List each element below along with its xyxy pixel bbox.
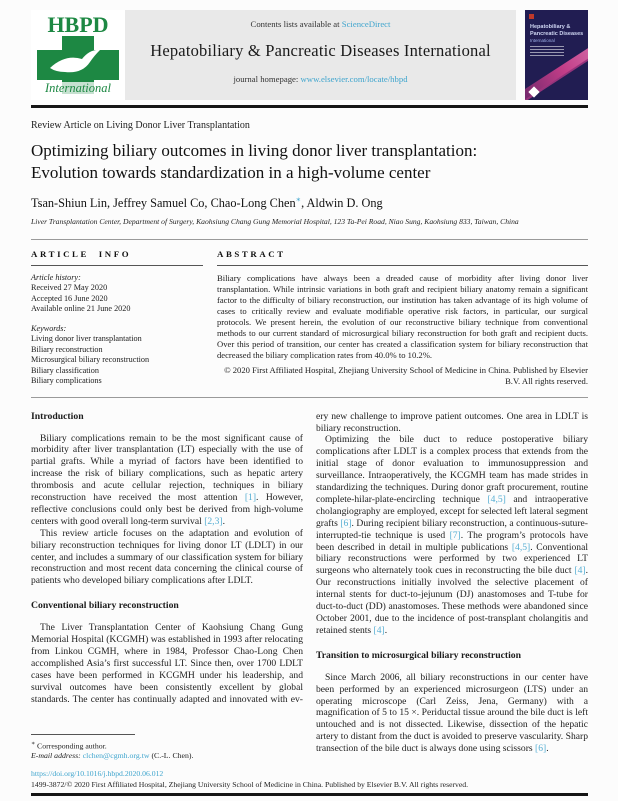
citation-link[interactable]: [4,5]	[487, 493, 506, 505]
transition-heading: Transition to microsurgical biliary reconstruction	[316, 649, 522, 661]
conventional-paragraph-1: The Liver Transplantation Center of Kaohsiung Chang Gung Memorial Hospital (KCGMH) was established in 1993 after relocating from Linkou CGMH, where in 1984, Professor Chao-Long Chen accomplished Asia’s first successful LT. Since then, over 1700 LDLT cases have been performed in KCGMH under his leadership, and survival outcomes have been consistently excellent by global standards. The center has continually adapted and innovated with ev-	[31, 622, 303, 705]
cover-text-lines	[530, 46, 564, 58]
keyword: Biliary reconstruction	[31, 344, 103, 354]
email-suffix: (C.-L. Chen).	[151, 751, 194, 761]
article-info-column	[31, 249, 203, 387]
cover-title-line3: International	[530, 38, 555, 43]
doi-link[interactable]: https://doi.org/10.1016/j.hbpd.2020.06.012	[31, 769, 164, 779]
abstract-heading: ABSTRACT	[217, 249, 588, 266]
footnote-asterisk: ∗	[31, 740, 36, 747]
copyright-line1: © 2020 First Affiliated Hospital, Zhejiang University School of Medicine in China. Published by Elsevier	[224, 364, 588, 375]
journal-cover-thumbnail[interactable]	[525, 10, 588, 100]
abstract-column	[217, 249, 588, 387]
citation-link[interactable]: [4]	[373, 624, 385, 636]
article-title-line2: Evolution towards standardization in a high-volume center	[31, 162, 431, 182]
bottom-rule	[31, 793, 588, 796]
svg-text:HBPD: HBPD	[47, 12, 109, 37]
footnote-rule	[31, 734, 135, 735]
cover-title	[530, 24, 583, 45]
article-title	[31, 140, 588, 184]
intro-paragraph-1: Biliary complications remain to be the most significant cause of morbidity after liver transplantation (LT) especially with the use of partial grafts. While a myriad of factors have been identified to increase the risk of biliary complications, such as hepatic artery thrombosis and acute cellular rejection, techniques in biliary reconstruction have received the most attention [1]. However, reflective conclusions could only best be derived from high-volume centers with good overall long-term survival [2,3].	[31, 432, 303, 527]
homepage-line	[125, 74, 516, 84]
history-accepted: Accepted 16 June 2020	[31, 293, 108, 303]
journal-title: Hepatobiliary & Pancreatic Diseases International	[150, 41, 491, 60]
sciencedirect-link[interactable]: ScienceDirect	[341, 19, 391, 29]
corresponding-text: Corresponding author.	[37, 741, 107, 751]
email-label: E-mail address:	[31, 751, 81, 761]
author-list	[31, 195, 588, 211]
history-online: Available online 21 June 2020	[31, 304, 131, 314]
right-column	[316, 411, 588, 762]
conventional-heading: Conventional biliary reconstruction	[31, 600, 179, 612]
citation-link[interactable]: [7]	[449, 529, 461, 541]
journal-banner	[125, 10, 516, 100]
optimizing-paragraph: Optimizing the bile duct to reduce postoperative biliary complications after LDLT is a complex process that extends from the initial stage of donor evaluation to immunosuppression and surveillance. Intraoperatively, the KCGMH team has made strides in standardizing the techniques. During donor graft procurement, routine complete-hilar-plate-encircling technique [4,5] and intraoperative cholangiography are employed, except for selected left lateral segment grafts [6]. During recipient biliary reconstruction, a continuous-suture-interrupted-tie technique is used [7]. The program’s protocols have been described in detail in multiple publications [4,5]. Conventional biliary reconstructions were performed by two experienced LT surgeons who alternately took cues in reconstructing the bile duct [4]. Our reconstructions initially involved the selective placement of internal stents for duct-to-jejunum (DJ) anastomoses and T-tube for duct-to-duct (DD) anastomoses. These methods were abandoned since October 2001, due to the incidence of post-transplant cholangitis and retained stents [4].	[316, 434, 589, 636]
keyword: Living donor liver transplantation	[31, 334, 142, 344]
header-divider	[31, 105, 588, 108]
affiliation: Liver Transplantation Center, Department of Surgery, Kaohsiung Chang Gung Memorial Hospital, 123 Ta-Pei Road, Niao Sung, Kaohsiung 833, Taiwan, China	[31, 216, 519, 226]
continuation-paragraph: ery new challenge to improve patient outcomes. One area in LDLT is biliary reconstruction.	[316, 410, 588, 434]
citation-link[interactable]: [6]	[535, 743, 547, 755]
corresponding-author-mark[interactable]: ∗	[295, 194, 302, 204]
cover-title-line2: Pancreatic Diseases	[530, 30, 584, 37]
citation-link[interactable]: [1]	[244, 492, 257, 504]
citation-link[interactable]: [2,3]	[204, 515, 223, 527]
corresponding-author-note	[31, 739, 303, 752]
citation-link[interactable]: [4,5]	[511, 541, 531, 553]
hbpd-logo-icon	[32, 12, 124, 98]
keyword: Biliary complications	[31, 376, 102, 386]
homepage-link[interactable]: www.elsevier.com/locate/hbpd	[300, 74, 408, 84]
keyword: Microsurgical biliary reconstruction	[31, 355, 150, 365]
email-link[interactable]: clchen@cgmh.org.tw	[82, 751, 150, 761]
citation-link[interactable]: [4]	[574, 565, 586, 577]
introduction-heading: Introduction	[31, 410, 84, 422]
issn-copyright-line: 1499-3872/© 2020 First Affiliated Hospital, Zhejiang University School of Medicine in China. Published by Elsevier B.V. All rights reserved.	[31, 779, 469, 789]
page-footer	[31, 769, 588, 790]
contents-line	[125, 19, 516, 29]
cover-title-line1: Hepatobiliary &	[530, 24, 571, 30]
article-info-heading: ARTICLE INFO	[31, 249, 203, 266]
article-category: Review Article on Living Donor Liver Transplantation	[31, 119, 250, 131]
journal-header	[31, 10, 588, 100]
history-received: Received 27 May 2020	[31, 283, 108, 293]
divider	[31, 397, 588, 398]
contents-prefix: Contents lists available at	[250, 19, 340, 29]
citation-link[interactable]: [6]	[340, 517, 352, 529]
copyright-line2: B.V. All rights reserved.	[505, 375, 588, 386]
authors-text: Tsan-Shiun Lin, Jeffrey Samuel Co, Chao-Long Chen	[31, 195, 296, 210]
article-history	[31, 273, 203, 387]
keyword: Biliary classification	[31, 365, 99, 375]
svg-text:International: International	[45, 81, 111, 95]
history-label: Article history:	[31, 272, 81, 282]
intro-paragraph-2: This review article focuses on the adaptation and evolution of biliary reconstruction techniques for living donor LT (LDLT) in our center, and includes a summary of our classification system for biliary reconstruction and most recent data concerning the clinical course of patients who developed biliary complications after LDLT.	[31, 527, 303, 587]
cover-publisher-mark	[529, 14, 534, 19]
abstract-copyright	[217, 365, 588, 387]
transition-paragraph-1: Since March 2006, all biliary reconstructions in our center have been performed by an experienced microsurgeon (LTS) under an operating microscope (Carl Zeiss, Jena, Germany) with a magnification of 5 to 15 ×. Periductal tissue around the bile duct is left untouched and is not dissected. Likewise, dissection of the hepatic artery to distant from the duct is avoided to preserve vascularity. Sharp transection of the bile duct is always done using scissors [6].	[316, 671, 588, 755]
abstract-text: Biliary complications have always been a dreaded cause of morbidity after living donor liver transplantation. While intrinsic variations in both graft and recipient biliary anatomy remain a significant factor to the difficulty of biliary reconstruction, our institution has taken advantage of its high volume of cases to critically review and evaluate modifiable operative risk factors, in particular, our surgical protocols. We present herein, the evolution of our reconstructive biliary technique from conventional methods to our current standard of microsurgical biliary reconstruction for both graft and recipient ducts. Over this period of transition, our center has created a classification system for biliary reconstruction that decreased the biliary complication rates from 40.0% to 10.2%.	[217, 272, 588, 360]
homepage-prefix: journal homepage:	[233, 74, 299, 84]
keywords-label: Keywords:	[31, 323, 67, 333]
divider	[31, 239, 588, 240]
footnote	[31, 734, 303, 762]
article-body	[31, 411, 588, 762]
left-column	[31, 411, 303, 762]
article-title-line1: Optimizing biliary outcomes in living donor liver transplantation:	[31, 140, 478, 160]
keywords-block	[31, 324, 203, 387]
info-abstract-section	[31, 249, 588, 387]
authors-text-rest: , Aldwin D. Ong	[301, 195, 383, 210]
hbpd-logo	[31, 10, 125, 100]
email-note	[31, 751, 303, 761]
